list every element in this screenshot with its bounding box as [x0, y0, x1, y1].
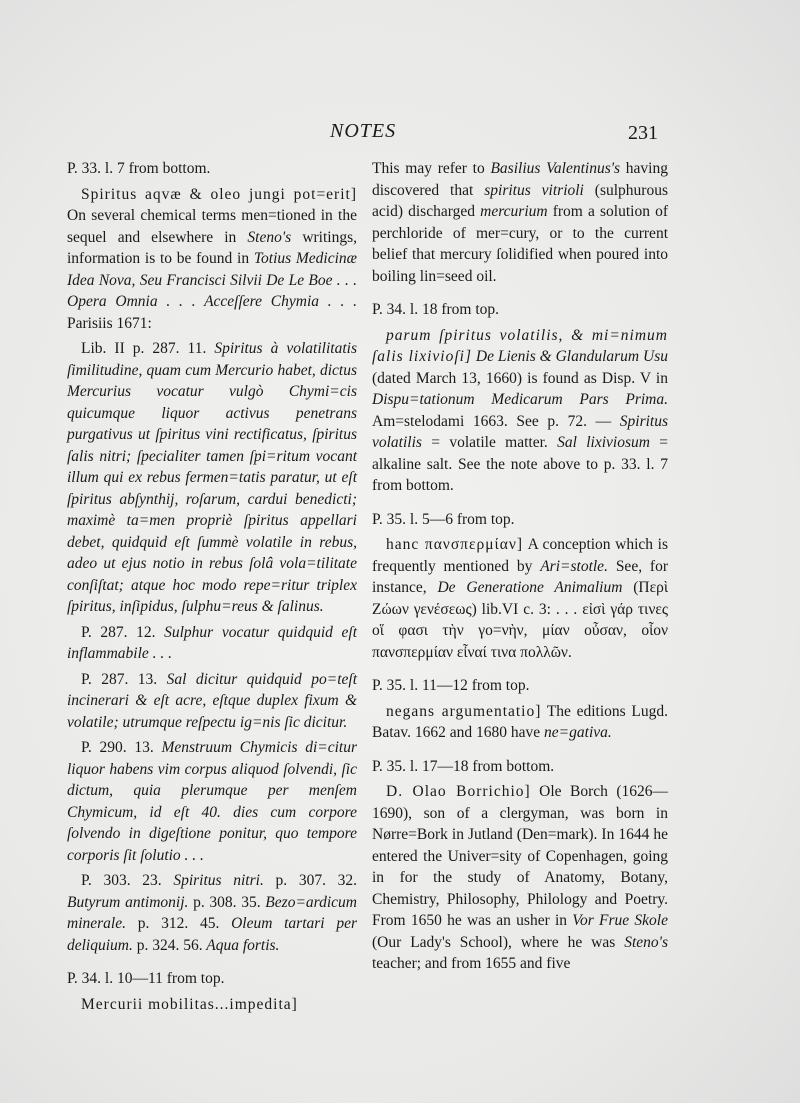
citation-ref: P. 290. 13. [81, 739, 154, 756]
text: This may refer to [372, 160, 491, 177]
lemma: parum ſpiritus volatilis, & mi=nimum ſalis lixivioſi] [372, 326, 668, 365]
italic-text: mercurium [480, 203, 548, 220]
right-column [372, 158, 668, 979]
lemma: D. Olao Borrichio] [386, 783, 531, 800]
note-reference: P. 35. l. 11—12 from top. [372, 677, 530, 694]
citation-list [67, 870, 357, 956]
italic-text: Sal lixiviosum [557, 434, 650, 451]
note-reference: P. 35. l. 17—18 from bottom. [372, 757, 555, 775]
italic-text: De Generatione Animalium [437, 579, 623, 596]
lemma: negans argumentatio] [386, 702, 542, 720]
text: A conception which is frequently mentioned by [372, 536, 668, 575]
italic-text: Spiritus nitri. [161, 872, 264, 889]
note-reference: P. 34. l. 10—11 from top. [67, 970, 225, 987]
citation-ref: P. 303. 23. [81, 872, 162, 889]
citation-ref: P. 287. 13. [81, 670, 158, 688]
italic-text: Steno's [247, 228, 292, 246]
text: See, for instance, [372, 557, 669, 596]
italic-text: Aqua fortis. [202, 936, 280, 954]
text: from a solution of perchloride of mer=cury, or to the current belief that mercury ſolidified when poured into boiling lin=seed oil. [372, 203, 669, 285]
italic-text: Bezo=ardicum minerale. [67, 893, 357, 932]
note-paragraph [67, 184, 357, 335]
latin-quotation [67, 669, 357, 734]
citation-ref: p. 308. 35. [188, 893, 261, 911]
latin-quotation [67, 338, 357, 618]
text: Ole Borch (1626—1690), son of a clergyman, was born in Nørre=Bork in Jutland (Den=mark). In 1644 he entered the Univer=sity of Copenhagen, going in for the study of Anatomy, Botany, Chemistry, Philosophy, Philology and Poetry. From 1650 he was an usher in [372, 783, 669, 929]
latin-quotation [67, 622, 357, 665]
text: = alkaline salt. See the note above to p. 33. l. 7 from bottom. [372, 434, 668, 494]
text: = volatile matter. [421, 434, 558, 451]
italic-text: Sal dicitur quidquid po=teſt incinerari & eſt acre, eſtque duplex fixum & volatile; utrumque reſpectu ig=nis ſic dicitur. [67, 670, 357, 731]
left-column [67, 158, 357, 1019]
citation-ref: p. 312. 45. [125, 915, 220, 932]
italic-text: Spiritus volatilis [372, 412, 668, 451]
italic-text: Vor Frue Skole [572, 912, 668, 929]
note-reference: P. 33. l. 7 from bottom. [67, 160, 211, 177]
note-paragraph [372, 781, 668, 975]
note-reference: P. 35. l. 5—6 from top. [372, 510, 515, 528]
note-paragraph [372, 701, 668, 744]
text: (dated March 13, 1660) is found as Disp. V in [372, 369, 668, 387]
lemma: Spiritus aqvæ & oleo jungi pot=erit] [81, 185, 357, 203]
italic-text: ne=gativa. [544, 724, 612, 741]
text: On several chemical terms men=tioned in the sequel and elsewhere in [67, 207, 357, 246]
italic-text: Ari=stotle. [540, 557, 608, 575]
page-number: 231 [628, 122, 658, 144]
italic-text: Dispu=tationum Medicarum Pars Prima. [372, 391, 668, 408]
italic-text: spiritus vitrioli [484, 181, 584, 199]
citation-ref: Lib. II p. 287. 11. [81, 340, 207, 357]
italic-text: Spiritus à volatilitatis ſimilitudine, quam cum Mercurio habet, dictus Mercurius vocatur vulgò Chymi=cis quicumque liquor activus penetrans purgativus ut ſpiritus vini rectificatus, ſpiritus ſalis nitri; ſpecialiter tamen ſpi=ritum vocant illum qui ex rebus fermen=tatis paratur, ut eſt ſpiritus abſynthij, roſarum, cardui benedicti; maximè ta=men propriè ſpiritus appellari debet, quidquid eſt ſummè volatile in rebus, adeo ut ejus notio in rebus ſolâ vola=tilitate conſiſtat; atque hoc modo repe=ritur triplex ſpiritus, inſipidus, ſulphu=reus & ſalinus. [67, 340, 357, 615]
italic-text: Sulphur vocatur quidquid eſt inflammabile . . . [67, 623, 358, 662]
italic-text: Butyrum antimonij. [67, 893, 189, 911]
text: (Our Lady's School), where he was [372, 933, 625, 951]
italic-text: Oleum tartari per deliquium. [67, 915, 358, 954]
text: writings, information is to be found in [67, 228, 358, 267]
italic-text: Totius Medicinæ Idea Nova, Seu Francisci Silvii De Le Boe . . . Opera Omnia . . . Acceſſere Chymia . . . [67, 250, 358, 310]
note-paragraph [372, 534, 668, 663]
text: (sulphurous acid) discharged [372, 181, 668, 220]
lemma: Mercurii mobilitas...impedita] [81, 995, 298, 1013]
italic-text: De Lienis & Glandularum Usu [475, 348, 668, 365]
text: The editions Lugd. Batav. 1662 and 1680 have [372, 702, 668, 741]
note-paragraph [372, 158, 668, 287]
note-reference: P. 34. l. 18 from top. [372, 301, 500, 318]
text: teacher; and from 1655 and five [372, 955, 571, 972]
lemma: hanc πανσπερμίαν] [386, 536, 524, 553]
latin-quotation [67, 737, 357, 866]
citation-ref: p. 324. 56. [132, 936, 203, 954]
text: (Περὶ Ζώων γενέσεως) lib.VI c. 3: . . . εἰσὶ γάρ τινες οἵ φασι τὴν γο=νὴν, μίαν οὖσαν, οἷον πανσπερμίαν εἶναί τινα πολλῶν. [372, 579, 668, 661]
citation-ref: P. 287. 12. [81, 623, 156, 641]
text: Parisiis 1671: [67, 314, 152, 332]
italic-text: Basilius Valentinus's [490, 160, 621, 177]
text: having discovered that [372, 160, 668, 199]
page-title: NOTES [330, 120, 397, 142]
note-paragraph [372, 325, 668, 497]
citation-ref: p. 307. 32. [263, 872, 358, 889]
text: Am=stelodami 1663. See p. 72. — [372, 412, 620, 430]
italic-text: Menstruum Chymicis di=citur liquor habens vim corpus aliquod ſolvendi, ſic dictum, quia plerumque per menſem Chymicum, id eſt 40. dies cum corpore ſolvendo in digeſtione ponitur, quo tempore corporis ſit ſolutio . . . [67, 739, 357, 864]
running-head [0, 120, 800, 150]
italic-text: Steno's [624, 933, 668, 951]
